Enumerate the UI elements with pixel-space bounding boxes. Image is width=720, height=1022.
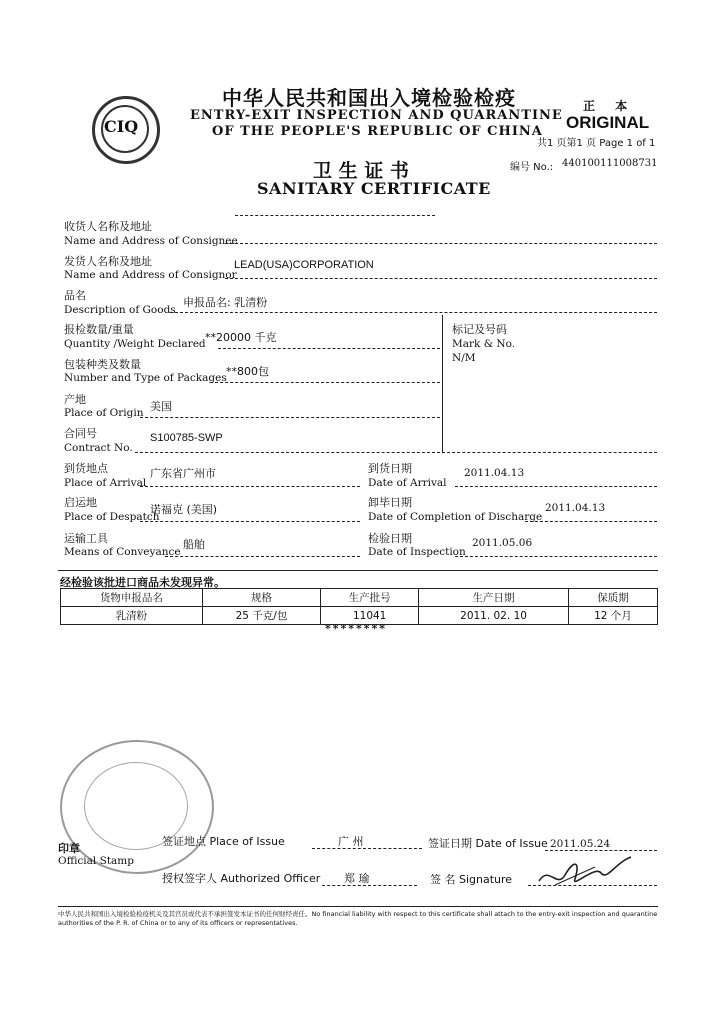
arrival-date-label-en: Date of Arrival (368, 477, 447, 489)
table-cell: 11041 (321, 607, 419, 625)
conveyance-label-en: Means of Conveyance (64, 546, 181, 558)
quantity-line (218, 348, 440, 349)
title-cn: 中华人民共和国出入境检验检疫 (222, 86, 516, 110)
signature-label: 签 名 Signature (430, 873, 513, 886)
goods-value: 申报品名: 乳清粉 (183, 296, 268, 309)
origin-value: 美国 (150, 400, 172, 413)
packages-label-en: Number and Type of Packages (64, 372, 227, 384)
officer-value: 郑 瑜 (344, 872, 370, 885)
contract-line (135, 452, 440, 453)
table-cell: 2011. 02. 10 (419, 607, 569, 625)
arrival-place-value: 广东省广州市 (150, 467, 216, 480)
original-cn: 正 本 (583, 99, 636, 113)
cert-title-en: SANITARY CERTIFICATE (257, 179, 491, 198)
consignor-label-en: Name and Address of Consignor (64, 269, 237, 281)
discharge-label-cn: 卸毕日期 (368, 496, 412, 509)
quantity-value: **20000 千克 (205, 331, 277, 344)
goods-label-cn: 品名 (64, 289, 86, 302)
disclaimer: 中华人民共和国出入境检验检疫机关及其官员或代表不承担签发本证书的任何财经责任。No financial liability with respect to this certificate shall attach to the entry-exit inspection and quarantine authorities of the P. R. of China or to any of its officers or representatives. (58, 910, 658, 927)
arrival-place-line (140, 486, 360, 487)
origin-label-cn: 产地 (64, 393, 86, 406)
title-en-line2: OF THE PEOPLE'S REPUBLIC OF CHINA (212, 124, 543, 139)
page-info: 共1 页第1 页 Page 1 of 1 (537, 138, 656, 149)
despatch-label-en: Place of Despatch (64, 511, 160, 523)
discharge-label-en: Date of Completion of Discharge (368, 511, 543, 523)
mark-box-bottom (442, 452, 657, 453)
consignee-line-top (235, 215, 435, 216)
arrival-date-value: 2011.04.13 (464, 467, 525, 479)
consignee-label-en: Name and Address of Consignee (64, 235, 238, 247)
column-header: 生产批号 (321, 589, 419, 607)
goods-table (60, 588, 658, 625)
officer-label: 授权签字人 Authorized Officer (162, 872, 321, 885)
column-header: 生产日期 (419, 589, 569, 607)
consignee-label-cn: 收货人名称及地址 (64, 220, 152, 233)
despatch-line (140, 521, 360, 522)
goods-label-en: Description of Goods (64, 304, 176, 316)
conveyance-label-cn: 运输工具 (64, 532, 108, 545)
official-seal (60, 740, 214, 874)
ciq-logo-text: CIQ (104, 117, 139, 136)
conveyance-line (165, 556, 360, 557)
mark-value: N/M (452, 352, 476, 364)
table-cell: 12 个月 (568, 607, 657, 625)
column-header: 货物申报品名 (61, 589, 203, 607)
inspection-label-en: Date of Inspection (368, 546, 466, 558)
inspection-value: 2011.05.06 (472, 537, 533, 549)
quantity-label-cn: 报检数量/重量 (64, 323, 134, 336)
table-cell: 25 千克/包 (202, 607, 320, 625)
consignee-line (225, 243, 657, 244)
contract-label-cn: 合同号 (64, 427, 97, 440)
issue-date-label: 签证日期 Date of Issue (428, 837, 548, 850)
issue-place-label: 签证地点 Place of Issue (162, 835, 285, 848)
title-en-line1: ENTRY-EXIT INSPECTION AND QUARANTINE (190, 108, 563, 123)
stamp-label-cn: 印章 (58, 842, 80, 855)
origin-label-en: Place of Origin (64, 407, 144, 419)
contract-value: S100785-SWP (150, 432, 223, 444)
serial-number: 440100111008731 (562, 158, 658, 169)
goods-line (170, 312, 657, 313)
original-en: ORIGINAL (566, 113, 650, 132)
consignor-value: LEAD(USA)CORPORATION (234, 259, 374, 271)
table-header-row (61, 589, 658, 607)
column-header: 规格 (202, 589, 320, 607)
handwritten-signature (535, 845, 635, 893)
column-header: 保质期 (568, 589, 657, 607)
mark-label-cn: 标记及号码 (452, 323, 507, 336)
cert-title-cn: 卫 生 证 书 (313, 160, 409, 182)
serial-label: 编号 No.: (510, 162, 554, 173)
despatch-label-cn: 启运地 (64, 496, 97, 509)
inspection-label-cn: 检验日期 (368, 532, 412, 545)
despatch-value: 诺福克 (美国) (150, 503, 218, 516)
packages-label-cn: 包装种类及数量 (64, 358, 141, 371)
arrival-place-label-en: Place of Arrival (64, 477, 147, 489)
consignor-label-cn: 发货人名称及地址 (64, 255, 152, 268)
arrival-place-label-cn: 到货地点 (64, 462, 108, 475)
result-statement: 经检验该批进口商品未发现异常。 (60, 576, 225, 589)
inspection-line (455, 556, 657, 557)
issue-place-line (312, 848, 422, 849)
issue-place-value: 广 州 (338, 835, 364, 848)
table-cell: 乳清粉 (61, 607, 203, 625)
discharge-line (525, 521, 657, 522)
origin-line (140, 417, 440, 418)
contract-label-en: Contract No. (64, 442, 133, 454)
officer-line (322, 885, 417, 886)
footer-divider (58, 906, 658, 907)
consignor-line (225, 278, 657, 279)
packages-line (210, 382, 440, 383)
conveyance-value: 船舶 (183, 538, 205, 551)
end-mark: ******** (325, 622, 388, 635)
quantity-label-en: Quantity /Weight Declared (64, 338, 206, 350)
mark-label-en: Mark & No. (452, 338, 516, 350)
stamp-label-en: Official Stamp (58, 855, 134, 867)
arrival-date-label-cn: 到货日期 (368, 462, 412, 475)
mark-box-left (442, 315, 443, 452)
packages-value: **800包 (226, 365, 269, 378)
result-divider (58, 570, 658, 571)
discharge-value: 2011.04.13 (545, 502, 606, 514)
arrival-date-line (455, 486, 657, 487)
issue-date-value: 2011.05.24 (550, 838, 611, 850)
